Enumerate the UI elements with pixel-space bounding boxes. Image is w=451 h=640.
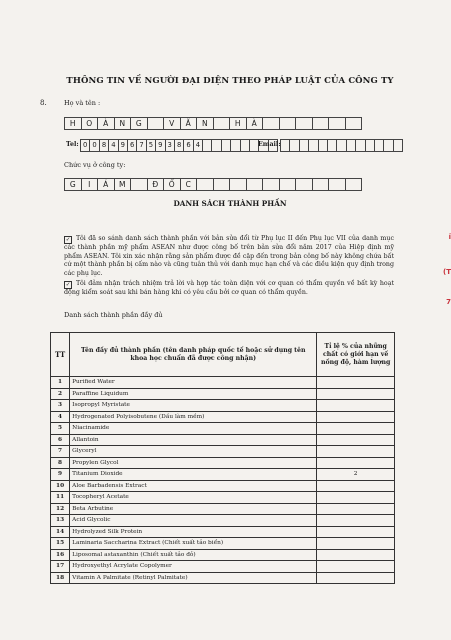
ingredient-name: Niacinamide (70, 423, 317, 435)
table-row (51, 469, 395, 481)
email-box (300, 139, 309, 152)
ingredient-percent (317, 480, 395, 492)
table-row (51, 388, 395, 400)
table-row (51, 492, 395, 504)
ingredient-percent (317, 423, 395, 435)
letter-box (313, 117, 330, 130)
declaration-paragraph-1 (64, 235, 394, 278)
stamp-fragment-2: (T (443, 268, 451, 276)
table-row (51, 526, 395, 538)
row-number: 17 (51, 561, 70, 573)
letter-box: V (164, 117, 181, 130)
letter-box (296, 117, 313, 130)
letter-box (247, 178, 264, 191)
ingredient-percent (317, 515, 395, 527)
letter-box: 4 (109, 139, 118, 152)
letter-box (230, 178, 247, 191)
table-row (51, 423, 395, 435)
ingredient-name: Purified Water (70, 377, 317, 389)
declaration-text-2: Tôi đảm nhận trách nhiệm trả lời và hợp tác toàn diện với cơ quan có thẩm quyền về bất kỳ hoạt động kiểm soát sau khi bán hàng khi có yêu cầu bởi cơ quan có thẩm quyền. (64, 280, 394, 296)
header-percent: Tỉ lệ % của những chất có giới hạn về nồng độ, hàm lượng (317, 333, 395, 377)
row-number: 16 (51, 549, 70, 561)
stamp-fragment-3: 7 (446, 298, 451, 306)
row-number: 9 (51, 469, 70, 481)
ingredient-percent (317, 446, 395, 458)
letter-box: Đ (148, 178, 165, 191)
email-box (366, 139, 375, 152)
ingredient-name: Glyceryl (70, 446, 317, 458)
table-row (51, 515, 395, 527)
letter-box (131, 178, 148, 191)
ingredient-percent (317, 388, 395, 400)
row-number: 7 (51, 446, 70, 458)
position-label: Chức vụ ở công ty: (64, 161, 126, 169)
page-title: THÔNG TIN VỀ NGƯỜI ĐẠI DIỆN THEO PHÁP LUẬT CỦA CÔNG TY (66, 76, 394, 86)
ingredient-percent (317, 572, 395, 584)
row-number: 14 (51, 526, 70, 538)
letter-box: Ố (164, 178, 181, 191)
letter-box: G (64, 178, 82, 191)
email-box (280, 139, 290, 152)
checkbox-icon: ✓ (65, 237, 71, 243)
row-number: 3 (51, 400, 70, 412)
letter-box: I (82, 178, 99, 191)
row-number: 18 (51, 572, 70, 584)
table-row (51, 561, 395, 573)
letter-box: À (98, 117, 115, 130)
letter-box: Ă (181, 117, 198, 130)
letter-box: 6 (128, 139, 137, 152)
ingredient-name: Liposomal astaxanthin (Chiết xuất tảo đỏ) (70, 549, 317, 561)
ingredient-name: Vitamin A Palmitate (Retinyl Palmitate) (70, 572, 317, 584)
table-row (51, 503, 395, 515)
letter-box: G (131, 117, 148, 130)
letter-box: N (115, 117, 132, 130)
table-row (51, 411, 395, 423)
table-row (51, 400, 395, 412)
ingredient-name: Hydrolyzed Silk Protein (70, 526, 317, 538)
section-number: 8. (40, 99, 47, 107)
ingredient-percent (317, 400, 395, 412)
email-box (309, 139, 318, 152)
ingredient-percent (317, 503, 395, 515)
letter-box (214, 178, 231, 191)
letter-box (222, 139, 231, 152)
row-number: 11 (51, 492, 70, 504)
letter-box: C (181, 178, 198, 191)
letter-box: H (64, 117, 82, 130)
letter-box (329, 178, 346, 191)
ingredient-table (50, 332, 395, 584)
letter-box: 6 (184, 139, 193, 152)
letter-box: 3 (166, 139, 175, 152)
letter-box (263, 178, 280, 191)
table-row (51, 572, 395, 584)
name-box-row (64, 117, 362, 130)
letter-box: O (82, 117, 99, 130)
ingredient-percent (317, 411, 395, 423)
letter-box (346, 178, 363, 191)
ingredient-name: Allantoin (70, 434, 317, 446)
row-number: 12 (51, 503, 70, 515)
row-number: 10 (51, 480, 70, 492)
ingredient-percent (317, 561, 395, 573)
ingredient-name: Paraffine Liquidum (70, 388, 317, 400)
header-tt: TT (51, 333, 70, 377)
ingredient-name: Hydroxyethyl Acrylate Copolymer (70, 561, 317, 573)
declaration-paragraph-2 (64, 280, 394, 298)
table-row (51, 480, 395, 492)
tel-box-row (80, 139, 278, 152)
letter-box: M (115, 178, 132, 191)
email-box (384, 139, 393, 152)
letter-box: H (230, 117, 247, 130)
letter-box (241, 139, 250, 152)
ingredient-name: Tocopheryl Acetate (70, 492, 317, 504)
letter-box: N (197, 117, 214, 130)
table-row (51, 457, 395, 469)
letter-box: Á (98, 178, 115, 191)
ingredient-percent: 2 (317, 469, 395, 481)
letter-box: 5 (147, 139, 156, 152)
ingredient-name: Beta Arbutine (70, 503, 317, 515)
ingredient-name: Isopropyl Myristate (70, 400, 317, 412)
letter-box (214, 117, 231, 130)
full-list-label: Danh sách thành phần đầy đủ (64, 311, 163, 319)
email-box (356, 139, 365, 152)
header-name: Tên đầy đủ thành phần (tên danh pháp quốc tế hoặc sử dụng tên khoa học chuẩn đã được công nhận) (70, 333, 317, 377)
letter-box: 9 (156, 139, 165, 152)
letter-box: À (247, 117, 264, 130)
checkbox-icon: ✓ (65, 282, 71, 288)
email-box (394, 139, 403, 152)
email-box (290, 139, 299, 152)
row-number: 1 (51, 377, 70, 389)
row-number: 2 (51, 388, 70, 400)
email-box (328, 139, 337, 152)
ingredient-name: Titanium Dioxide (70, 469, 317, 481)
letter-box: 7 (137, 139, 146, 152)
row-number: 8 (51, 457, 70, 469)
ingredient-percent (317, 549, 395, 561)
email-box (347, 139, 356, 152)
table-row (51, 446, 395, 458)
row-number: 15 (51, 538, 70, 550)
table-row (51, 538, 395, 550)
ingredient-percent (317, 526, 395, 538)
letter-box: 4 (194, 139, 203, 152)
letter-box (197, 178, 214, 191)
declaration-text-1: Tôi đã so sánh danh sách thành phần với bản sửa đổi từ Phụ lục II đến Phụ lục VII của danh mục các thành phần mỹ phẩm ASEAN như được công bố trên bản sửa đổi năm 2017 của Hiệp định mỹ phẩm ASEAN. Tôi xin xác nhận rằng sản phẩm được đề cập đến trong bản công bố này không chứa bất cứ một thành phần bị cấm nào và cũng tuân thủ với danh mục hạn chế và các điều kiện quy định trong các phụ lục. (64, 235, 394, 277)
letter-box: 0 (90, 139, 99, 152)
email-box (319, 139, 328, 152)
letter-box: 0 (80, 139, 90, 152)
letter-box (329, 117, 346, 130)
letter-box (280, 117, 297, 130)
letter-box (212, 139, 221, 152)
table-header-row (51, 333, 395, 377)
ingredient-name: Propylen Glycol (70, 457, 317, 469)
ingredient-percent (317, 434, 395, 446)
letter-box (231, 139, 240, 152)
letter-box (280, 178, 297, 191)
table-row (51, 434, 395, 446)
letter-box (313, 178, 330, 191)
ingredient-percent (317, 377, 395, 389)
ingredient-name: Aloe Barbadensis Extract (70, 480, 317, 492)
email-label: Email: (258, 141, 281, 148)
letter-box (263, 117, 280, 130)
email-box (375, 139, 384, 152)
letter-box (203, 139, 212, 152)
ingredient-name: Hydrogenated Polyisobutene (Dầu làm mềm) (70, 411, 317, 423)
stamp-fragment-1: ỉ (448, 233, 451, 241)
ingredient-percent (317, 538, 395, 550)
letter-box (346, 117, 363, 130)
email-box-row (280, 139, 403, 152)
row-number: 13 (51, 515, 70, 527)
letter-box: 9 (119, 139, 128, 152)
table-row (51, 377, 395, 389)
email-box (337, 139, 346, 152)
position-box-row (64, 178, 362, 191)
row-number: 4 (51, 411, 70, 423)
letter-box: 8 (100, 139, 109, 152)
ingredient-percent (317, 457, 395, 469)
letter-box: 8 (175, 139, 184, 152)
name-label: Họ và tên : (64, 99, 101, 107)
row-number: 6 (51, 434, 70, 446)
ingredient-percent (317, 492, 395, 504)
letter-box (296, 178, 313, 191)
tel-label: Tel: (66, 141, 79, 148)
table-row (51, 549, 395, 561)
ingredient-name: Acid Glycolic (70, 515, 317, 527)
row-number: 5 (51, 423, 70, 435)
letter-box (148, 117, 165, 130)
ingredient-name: Laminaria Saccharina Extract (Chiết xuất tảo biển) (70, 538, 317, 550)
ingredient-list-title: DANH SÁCH THÀNH PHẦN (173, 199, 287, 208)
